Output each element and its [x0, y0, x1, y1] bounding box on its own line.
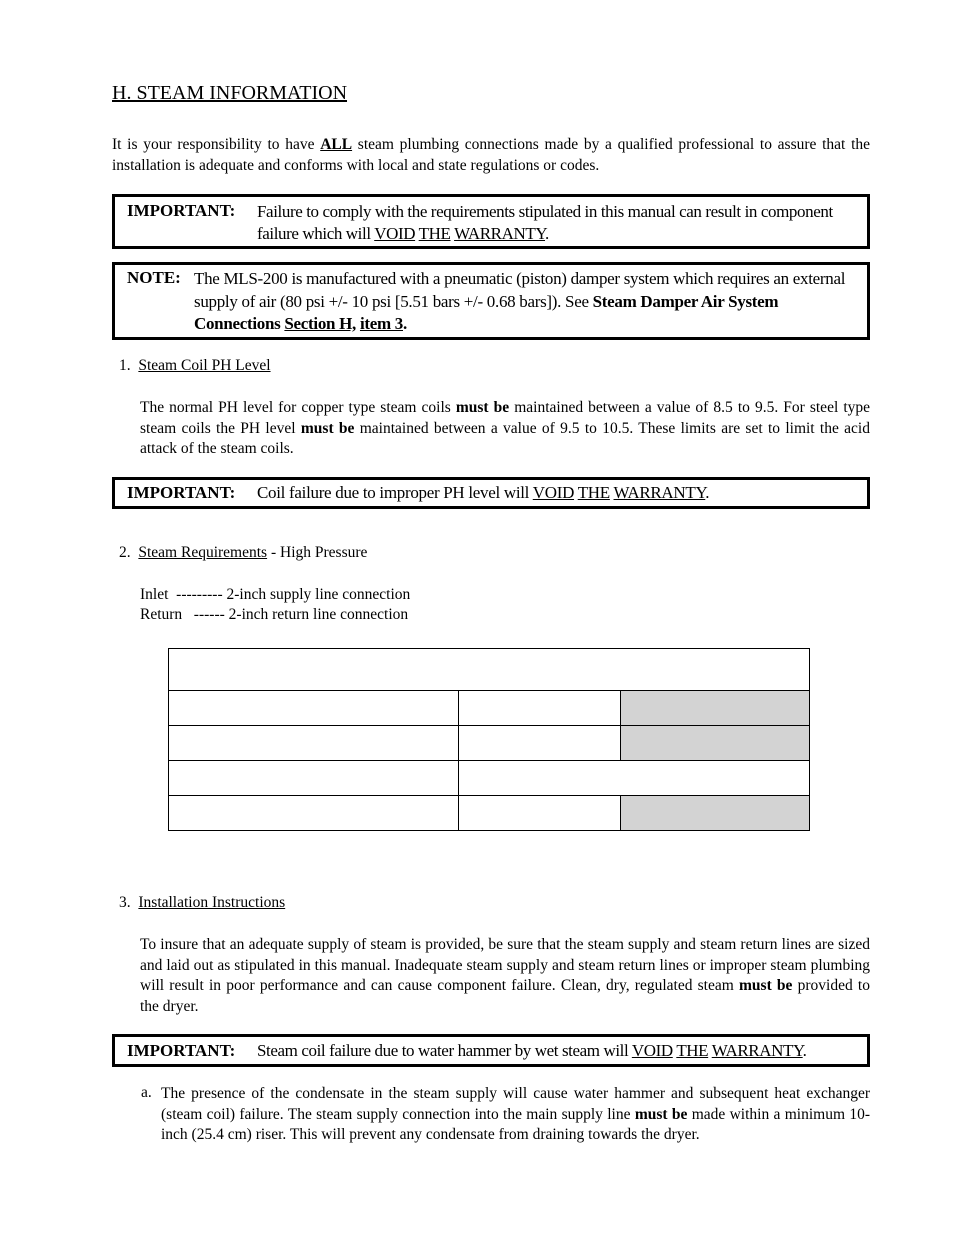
table-cell	[169, 726, 459, 761]
item-2-heading: 2. Steam Requirements - High Pressure	[119, 544, 368, 561]
table-row	[169, 691, 810, 726]
important-label: IMPORTANT:	[127, 201, 236, 220]
inlet-line: Inlet --------- 2-inch supply line connection	[140, 586, 411, 603]
important-box-warranty	[112, 194, 870, 249]
table-cell	[169, 691, 459, 726]
intro-paragraph: It is your responsibility to have ALL steam plumbing connections made by a qualified professional to assure that the installation is adequate and conforms with local and state regulations or codes.	[112, 136, 871, 174]
item-3-heading: 3. Installation Instructions	[119, 894, 286, 911]
important-text: Coil failure due to improper PH level will VOID THE WARRANTY.	[257, 483, 710, 502]
table-cell	[621, 796, 810, 831]
important-box-water-hammer	[112, 1034, 870, 1067]
table-cell	[621, 691, 810, 726]
table-row	[169, 761, 810, 796]
important-label: IMPORTANT:	[127, 483, 236, 502]
condensate-paragraph: The presence of the condensate in the steam supply will cause water hammer and subsequent heat exchanger (steam coil) failure. The steam supply connection into the main supply line must be made within a minimum 10-inch (25.4 cm) riser. This will prevent any condensate from draining towards the dryer.	[161, 1085, 870, 1143]
installation-paragraph: To insure that an adequate supply of steam is provided, be sure that the steam supply and steam return lines are sized and laid out as stipulated in this manual. Inadequate steam supply and steam return lines or improper steam plumbing will result in poor performance and can cause component failure. Clean, dry, regulated steam must be provided to the dryer.	[140, 936, 870, 1015]
table-cell	[459, 796, 621, 831]
important-text: Failure to comply with the requirements stipulated in this manual can result in component failure which will VOID THE WARRANTY.	[257, 202, 833, 243]
item-1-heading: 1. Steam Coil PH Level	[119, 357, 271, 374]
return-line: Return ------ 2-inch return line connection	[140, 606, 409, 623]
section-heading: H. STEAM INFORMATION	[112, 82, 348, 104]
note-box	[112, 262, 870, 340]
ph-paragraph: The normal PH level for copper type steam coils must be maintained between a value of 8.5 to 9.5. For steel type steam coils the PH level must be maintained between a value of 9.5 to 10.5. These limits are set to limit the acid attack of the steam coils.	[140, 399, 870, 457]
important-text: Steam coil failure due to water hammer by wet steam will VOID THE WARRANTY.	[257, 1041, 807, 1060]
note-text: The MLS-200 is manufactured with a pneumatic (piston) damper system which requires an external supply of air (80 psi +/- 10 psi [5.51 bars +/- 0.68 bars]). See Steam Damper Air System Connections Section H, item 3.	[194, 269, 846, 333]
important-label: IMPORTANT:	[127, 1041, 236, 1060]
steam-requirements-table	[168, 648, 810, 831]
table-row	[169, 726, 810, 761]
table-cell	[459, 726, 621, 761]
table-cell	[169, 796, 459, 831]
item-a-label: a.	[141, 1084, 152, 1101]
table-row	[169, 649, 810, 691]
table-row	[169, 796, 810, 831]
table-cell	[459, 761, 810, 796]
table-cell	[169, 761, 459, 796]
table-cell	[169, 649, 810, 691]
note-label: NOTE:	[127, 268, 181, 287]
table-cell	[459, 691, 621, 726]
important-box-ph	[112, 477, 870, 509]
all-emphasis: ALL	[320, 136, 353, 153]
table-cell	[621, 726, 810, 761]
